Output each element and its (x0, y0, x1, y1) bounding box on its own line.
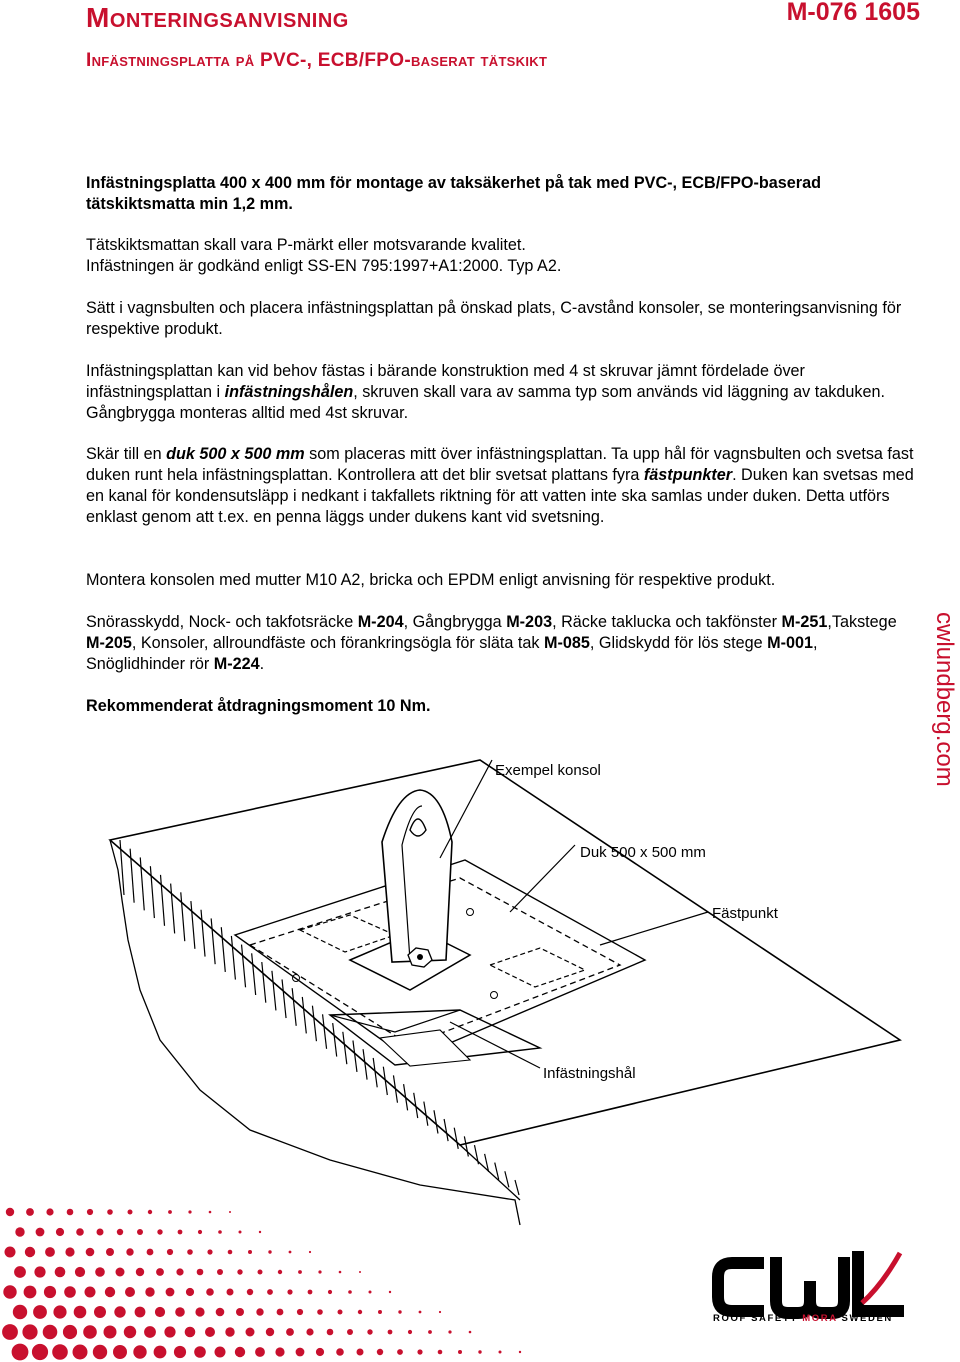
tagline-accent: MORA (802, 1313, 838, 1324)
decorative-dot (75, 1267, 85, 1277)
decorative-dot (24, 1286, 37, 1299)
decorative-dot (194, 1346, 206, 1358)
fastpoint-emphasis: fästpunkter (643, 466, 733, 484)
torque-recommendation: Rekommenderat åtdragningsmoment 10 Nm. (86, 697, 431, 715)
decorative-dot (358, 1310, 362, 1314)
decorative-dot (44, 1286, 56, 1298)
decorative-dot (289, 1251, 292, 1254)
decorative-dot (106, 1248, 114, 1256)
placement-paragraph: Sätt i vagnsbulten och placera infästningsplattan på önskad plats, C-avstånd konsoler, se monteringsanvisning för respektive produkt. (86, 299, 902, 338)
membrane-text-c: som placeras mitt över infästningsplattan. Ta upp hål för vagnsbulten och svetsa fast duken runt hela infästningsplattan. Kontrollera att det blir svetsat plattans fyra (86, 445, 914, 484)
decorative-dot (125, 1287, 135, 1297)
decorative-dot (167, 1249, 173, 1255)
decorative-dot (136, 1268, 144, 1276)
decorative-dot (168, 1210, 172, 1214)
decorative-dot (247, 1289, 253, 1295)
decorative-dot (209, 1211, 212, 1214)
decorative-dot (317, 1309, 323, 1315)
decorative-dot (147, 1249, 154, 1256)
decorative-dot (378, 1310, 382, 1314)
intro-paragraph: Infästningsplatta 400 x 400 mm för montage av taksäkerhet på tak med PVC-, ECB/FPO-baserad tätskiktsmatta min 1,2 mm. (86, 174, 821, 213)
decorative-dot (259, 1231, 261, 1233)
membrane-size-emphasis: duk 500 x 500 mm (166, 445, 305, 463)
decorative-dot (258, 1270, 263, 1275)
product-code: M-001 (767, 634, 814, 652)
decorative-dot (278, 1270, 282, 1274)
decorative-dot (318, 1270, 321, 1273)
decorative-dot (155, 1307, 165, 1317)
callout-example-bracket: Exempel konsol (495, 762, 601, 779)
decorative-dot (55, 1267, 66, 1278)
decorative-dot (6, 1208, 14, 1216)
decorative-dot (197, 1269, 204, 1276)
decorative-dot (478, 1350, 481, 1353)
product-code: M-224 (213, 655, 260, 673)
decorative-dot (144, 1326, 156, 1338)
decorative-dot (286, 1328, 294, 1336)
decorative-dot (327, 1329, 334, 1336)
decorative-dot (67, 1209, 74, 1216)
decorative-dot (85, 1287, 96, 1298)
decorative-dot (45, 1247, 55, 1257)
screw-text-a: Infästningsplattan kan vid behov fästas i bärande konstruktion med 4 st skruvar jämnt fördelade över infästningsplattan i (86, 362, 805, 401)
decorative-dot (195, 1307, 204, 1316)
quality-paragraph (86, 235, 916, 277)
decorative-dot (417, 1349, 422, 1354)
decorative-dot (74, 1306, 87, 1319)
decorative-dot (13, 1305, 27, 1319)
decorative-dot (225, 1327, 234, 1336)
decorative-dot (439, 1311, 441, 1313)
decorative-dot (347, 1329, 353, 1335)
decorative-dot (33, 1305, 47, 1319)
decorative-dot (87, 1209, 93, 1215)
decorative-dot (5, 1247, 16, 1258)
callout-fastening-hole: Infästningshål (543, 1065, 636, 1082)
decorative-dot (306, 1328, 313, 1335)
decorative-dot (236, 1308, 244, 1316)
decorative-dot (309, 1251, 311, 1253)
decorative-dot (25, 1247, 35, 1257)
roof-membrane (110, 760, 900, 1145)
membrane-text-a: Skär till en (86, 445, 167, 463)
decorative-dot (215, 1347, 226, 1358)
decorative-dot (277, 1309, 284, 1316)
product-code: M-203 (506, 613, 553, 631)
product-code: M-085 (544, 634, 590, 652)
decorative-dot (73, 1345, 88, 1360)
decorative-dot (34, 1266, 45, 1277)
decorative-dot (36, 1228, 45, 1237)
corrugation-line (505, 1171, 509, 1187)
decorative-dot (56, 1228, 64, 1236)
screw-text-c: , skruven skall vara av samma typ som används vid läggning av takduken. Gångbrygga monteras alltid med 4st skruvar. (86, 383, 885, 422)
decorative-dot (255, 1347, 265, 1357)
decorative-dot (3, 1285, 16, 1298)
decorative-dot (348, 1290, 352, 1294)
decorative-dot (95, 1267, 105, 1277)
product-text: . (259, 655, 265, 673)
decorative-dot (15, 1227, 24, 1236)
quality-line-2: Infästningen är godkänd enligt SS-EN 795:1997+A1:2000. Typ A2. (86, 257, 562, 275)
product-text: , Konsoler, allroundfäste och förankringsögla för släta tak (131, 634, 545, 652)
decorative-dot (198, 1230, 202, 1234)
decorative-dot (377, 1349, 383, 1355)
decorative-dot (227, 1289, 234, 1296)
product-text: , Glidskydd för lös stege (589, 634, 768, 652)
decorative-dot (389, 1291, 391, 1293)
document-number: M-076 1605 (786, 0, 920, 26)
product-code: M-205 (86, 634, 132, 652)
decorative-dot (14, 1266, 26, 1278)
decorative-dot (63, 1325, 77, 1339)
decorative-dot (239, 1231, 242, 1234)
decorative-dot (185, 1327, 196, 1338)
decorative-dot (83, 1325, 97, 1339)
decorative-dot (266, 1328, 274, 1336)
decorative-dot (328, 1290, 332, 1294)
decorative-dot (65, 1247, 74, 1256)
decorative-dot (126, 1248, 133, 1255)
decorative-dot (397, 1349, 403, 1355)
decorative-dot (164, 1326, 175, 1337)
decorative-dot (448, 1330, 451, 1333)
decorative-dot (308, 1290, 313, 1295)
decorative-dot (22, 1324, 37, 1339)
decorative-dot (137, 1229, 143, 1235)
decorative-dot (336, 1348, 344, 1356)
decorative-dot (268, 1250, 271, 1253)
decorative-dot (367, 1329, 372, 1334)
decorative-dot (12, 1344, 29, 1361)
document-subtitle: Infästningsplatta på PVC-, ECB/FPO-baserat tätskikt (86, 50, 548, 71)
decorative-dot (94, 1306, 106, 1318)
decorative-dot (116, 1268, 125, 1277)
tagline-part: ROOF SAFETY (713, 1313, 803, 1324)
decorative-dot (52, 1344, 68, 1360)
decorative-dot (135, 1307, 146, 1318)
logo-letter-w (776, 1257, 844, 1313)
decorative-dot (148, 1210, 152, 1214)
decorative-dot (105, 1287, 115, 1297)
product-text: Snörasskydd, Nock- och takfotsräcke (86, 613, 358, 631)
decorative-dot (235, 1347, 245, 1357)
decorative-dot (113, 1345, 127, 1359)
decorative-dot (297, 1309, 303, 1315)
decorative-dot (145, 1287, 154, 1296)
decorative-dot (267, 1289, 273, 1295)
decorative-dot (408, 1330, 412, 1334)
decorative-dot (2, 1324, 18, 1340)
decorative-dot (187, 1249, 193, 1255)
decorative-dot (357, 1349, 364, 1356)
quality-line-1: Tätskiktsmattan skall vara P-märkt eller motsvarande kvalitet. (86, 236, 526, 254)
decorative-dot (128, 1210, 133, 1215)
decorative-dot (175, 1307, 185, 1317)
decorative-dot (296, 1348, 305, 1357)
screw-text-emphasis: infästningshålen (224, 383, 354, 401)
decorative-dot (186, 1288, 194, 1296)
decorative-dot (388, 1330, 393, 1335)
decorative-dot (86, 1248, 95, 1257)
product-text: , Gångbrygga (403, 613, 507, 631)
decorative-dot (166, 1288, 175, 1297)
product-code: M-251 (781, 613, 828, 631)
decorative-dot (237, 1269, 242, 1274)
decorative-dot (117, 1229, 123, 1235)
decorative-dot (107, 1209, 113, 1215)
decorative-dot (64, 1286, 76, 1298)
decorative-dot (206, 1288, 214, 1296)
decorative-dot (228, 1250, 233, 1255)
website-url-text: cwlundberg.com (931, 612, 958, 787)
decorative-dot (104, 1326, 117, 1339)
decorative-dot (156, 1268, 164, 1276)
decorative-dot (248, 1250, 252, 1254)
product-text: ,Takstege (827, 613, 897, 631)
decorative-dot (499, 1351, 502, 1354)
decorative-dot (229, 1211, 231, 1213)
decorative-dot (246, 1328, 255, 1337)
decorative-dot (216, 1308, 225, 1317)
decorative-dot (207, 1249, 212, 1254)
decorative-dot (339, 1271, 342, 1274)
decorative-dot (76, 1228, 84, 1236)
decorative-dot (458, 1350, 462, 1354)
decorative-dot (428, 1330, 432, 1334)
decorative-dot (157, 1229, 162, 1234)
decorative-dot (316, 1348, 324, 1356)
decorative-dot (26, 1208, 34, 1216)
decorative-dot (114, 1306, 125, 1317)
callout-fastening-point: Fästpunkt (712, 905, 778, 922)
decorative-dot (133, 1345, 146, 1358)
decorative-dot (32, 1344, 48, 1360)
bracket-post (382, 790, 452, 962)
decorative-dot (519, 1351, 521, 1353)
decorative-dot (174, 1346, 186, 1358)
decorative-dot (218, 1230, 222, 1234)
decorative-dot (287, 1289, 292, 1294)
screw-paragraph (86, 361, 916, 424)
decorative-dot (97, 1229, 104, 1236)
logo-accent-swoosh (862, 1253, 900, 1303)
decorative-dot (275, 1347, 284, 1356)
product-list-paragraph (86, 612, 916, 675)
decorative-dot (438, 1350, 443, 1355)
decorative-dot (205, 1327, 215, 1337)
decorative-dot (359, 1271, 361, 1273)
product-text: , Snöglidhinder rör (86, 634, 818, 673)
callout-membrane-patch: Duk 500 x 500 mm (580, 844, 706, 861)
decorative-dot (469, 1331, 472, 1334)
decorative-dot (43, 1325, 58, 1340)
decorative-dot (154, 1346, 167, 1359)
tagline-part: SWEDEN (837, 1313, 893, 1324)
decorative-dot (178, 1230, 183, 1235)
decorative-dot (298, 1270, 302, 1274)
decorative-dot (369, 1291, 372, 1294)
decorative-dot (338, 1310, 343, 1315)
decorative-dot (93, 1345, 107, 1359)
decorative-dot (217, 1269, 223, 1275)
logo-letter-c (718, 1263, 764, 1311)
decorative-dot (419, 1311, 422, 1314)
decorative-dot (188, 1210, 191, 1213)
decorative-dot-pattern (0, 1202, 560, 1362)
mounting-plate-drawing (0, 740, 960, 1230)
corrugation-line (474, 1145, 478, 1164)
product-text: , Räcke taklucka och takfönster (552, 613, 782, 631)
logo-tagline (713, 1313, 893, 1324)
membrane-text-e: . Duken kan svetsas med en kanal för kondensutsläpp i nedkant i takfallets riktning för att vatten inte ska samlas under duken. Detta utförs enklast genom att t.ex. en penna läggs under dukens kant vid svetsning. (86, 466, 914, 526)
decorative-dot (398, 1310, 401, 1313)
document-title: Monteringsanvisning (86, 2, 349, 33)
decorative-dot (256, 1308, 263, 1315)
decorative-dot (46, 1208, 53, 1215)
decorative-dot (124, 1326, 136, 1338)
decorative-dot (176, 1268, 183, 1275)
product-code: M-204 (357, 613, 404, 631)
decorative-dot (53, 1305, 66, 1318)
membrane-paragraph (86, 444, 916, 528)
bracket-paragraph: Montera konsolen med mutter M10 A2, bricka och EPDM enligt anvisning för respektive produkt. (86, 571, 776, 589)
corrugation-line (515, 1180, 519, 1195)
